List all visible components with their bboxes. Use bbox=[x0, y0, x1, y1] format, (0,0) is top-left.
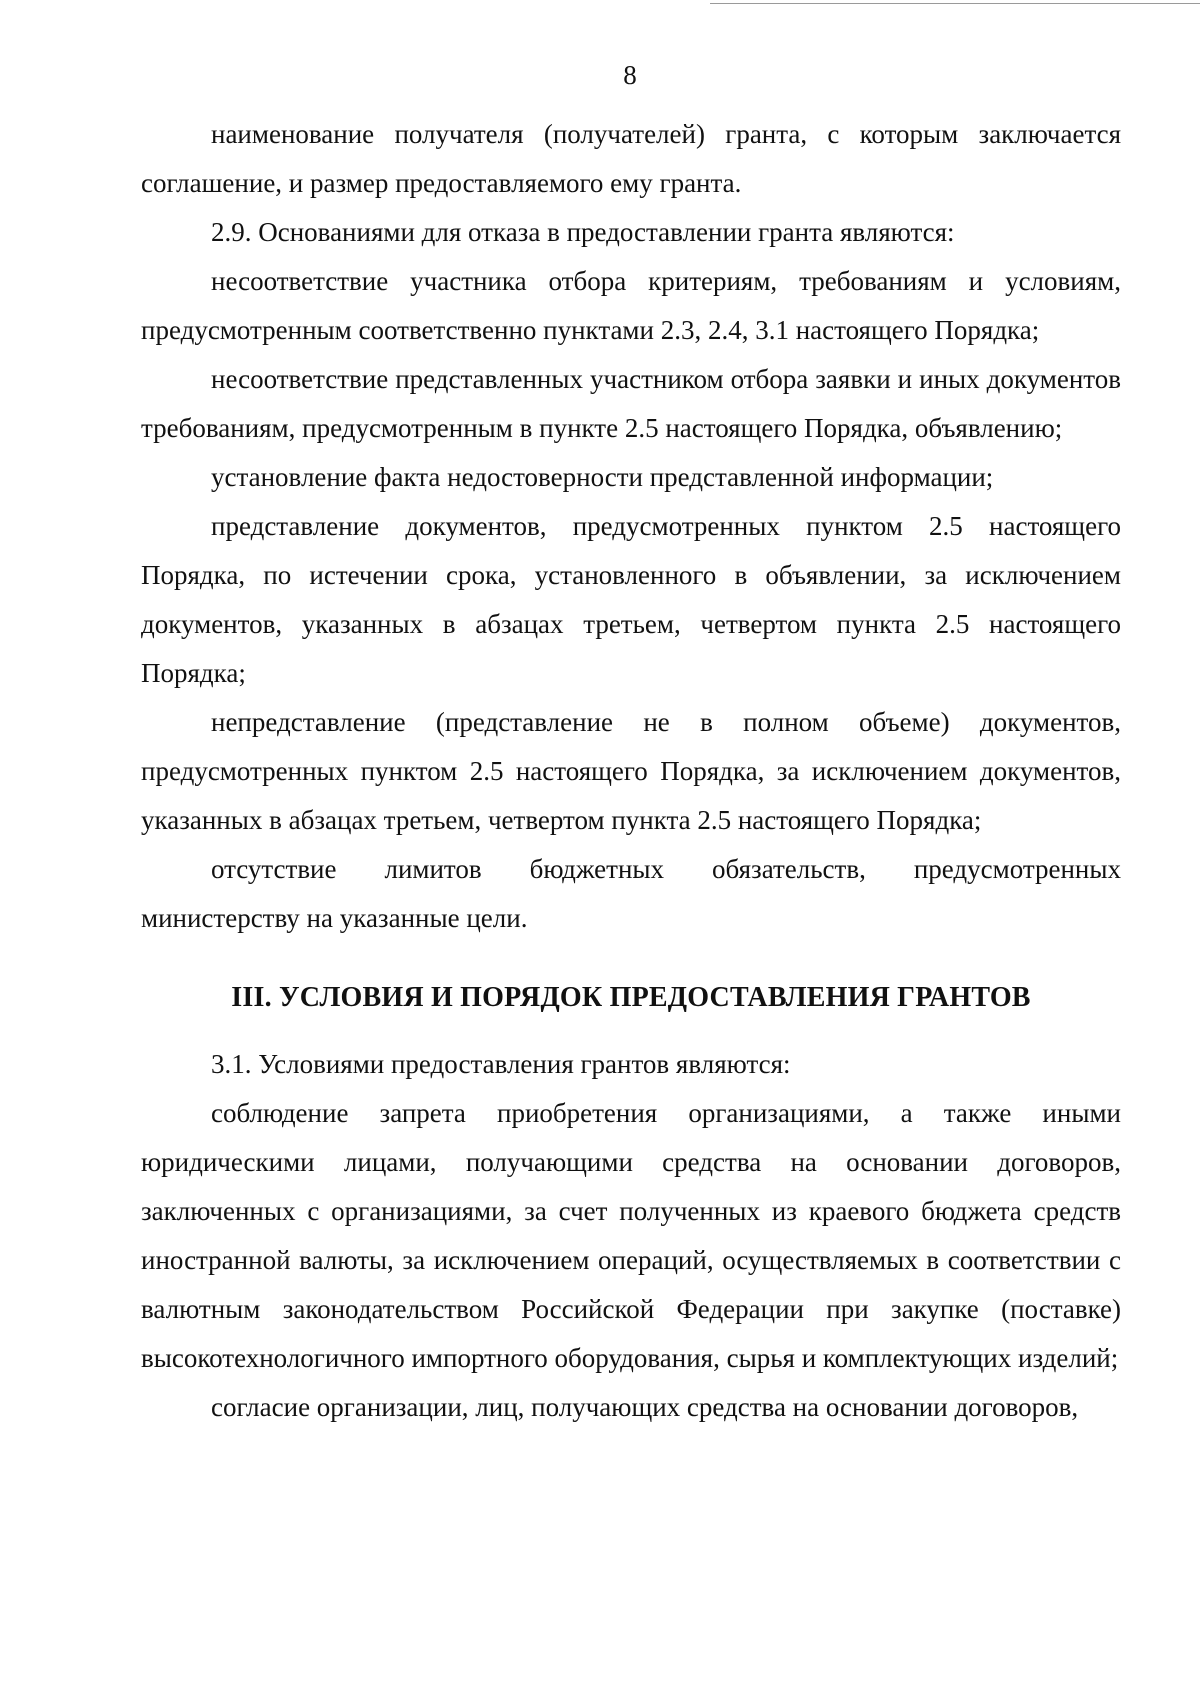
paragraph-false-information: установление факта недостоверности представленной информации; bbox=[211, 462, 994, 492]
page-number: 8 bbox=[623, 60, 637, 90]
section-heading: III. УСЛОВИЯ И ПОРЯДОК ПРЕДОСТАВЛЕНИЯ ГРАНТОВ bbox=[231, 982, 1031, 1013]
paragraph-missing-documents: непредставление (представление не в полном объеме) документов, предусмотренных пунктом 2.5 настоящего Порядка, за исключением документов, указанных в абзацах третьем, четвертом пункта 2.5 настоящего Порядка; bbox=[141, 707, 1121, 835]
paragraph-2-9-refusal-grounds: 2.9. Основаниями для отказа в предоставлении гранта являются: bbox=[211, 217, 955, 247]
paragraph-documents-mismatch: несоответствие представленных участником отбора заявки и иных документов требованиям, предусмотренным в пункте 2.5 настоящего Порядка, объявлению; bbox=[141, 364, 1121, 443]
document-body bbox=[141, 110, 1121, 1432]
paragraph-3-1-conditions: 3.1. Условиями предоставления грантов являются: bbox=[211, 1049, 791, 1079]
paragraph-consent: согласие организации, лиц, получающих средства на основании договоров, bbox=[211, 1392, 1079, 1422]
paragraph-grant-recipient: наименование получателя (получателей) гранта, с которым заключается соглашение, и размер предоставляемого ему гранта. bbox=[141, 119, 1121, 198]
paragraph-criteria-mismatch: несоответствие участника отбора критериям, требованиям и условиям, предусмотренным соответственно пунктами 2.3, 2.4, 3.1 настоящего Порядка; bbox=[141, 266, 1121, 345]
paragraph-no-budget-limits: отсутствие лимитов бюджетных обязательств, предусмотренных министерству на указанные цели. bbox=[141, 854, 1121, 933]
top-rule bbox=[710, 3, 1200, 4]
paragraph-currency-ban: соблюдение запрета приобретения организациями, а также иными юридическими лицами, получающими средства на основании договоров, заключенных с организациями, за счет полученных из краевого бюджета средств иностранной валюты, за исключением операций, осуществляемых в соответствии с валютным законодательством Российской Федерации при закупке (поставке) высокотехнологичного импортного оборудования, сырья и комплектующих изделий; bbox=[141, 1098, 1121, 1373]
paragraph-late-documents: представление документов, предусмотренных пунктом 2.5 настоящего Порядка, по истечении срока, установленного в объявлении, за исключением документов, указанных в абзацах третьем, четвертом пункта 2.5 настоящего Порядка; bbox=[141, 511, 1121, 688]
